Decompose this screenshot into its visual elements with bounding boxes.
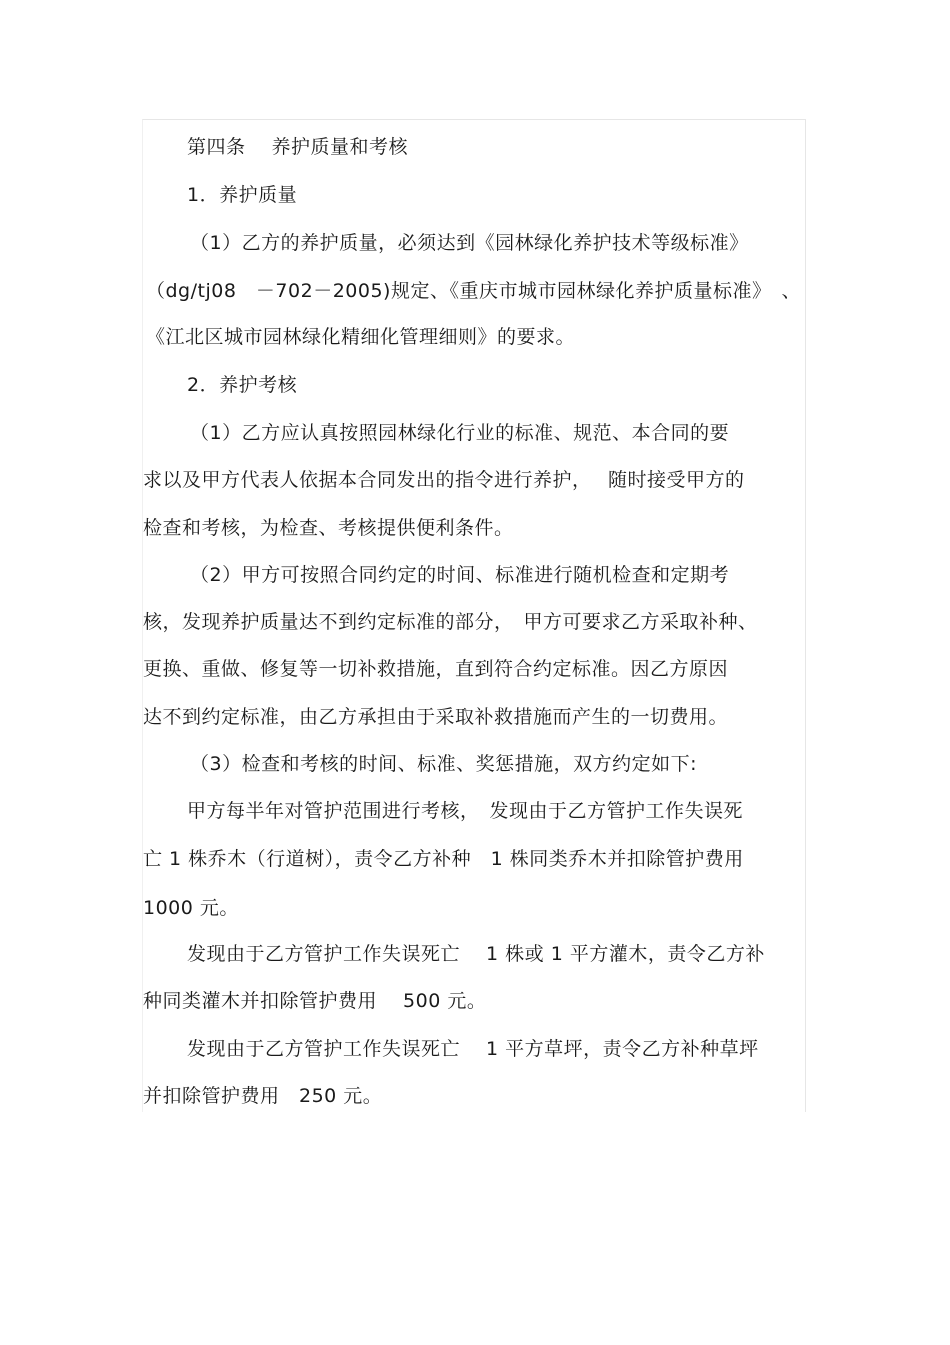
paragraph-line: （2）甲方可按照合同约定的时间、标准进行随机检查和定期考	[190, 564, 730, 586]
section-title-assessment: 2．养护考核	[187, 374, 298, 396]
article-heading: 第四条 养护质量和考核	[187, 136, 409, 158]
paragraph-line: 《江北区城市园林绿化精细化管理细则》的要求。	[146, 326, 576, 348]
paragraph-line: 达不到约定标准，由乙方承担由于采取补救措施而产生的一切费用。	[143, 706, 729, 728]
paragraph-line: 更换、重做、修复等一切补救措施，直到符合约定标准。因乙方原因	[143, 658, 729, 680]
paragraph-line: 种同类灌木并扣除管护费用 500 元。	[143, 990, 487, 1012]
paragraph-line: 发现由于乙方管护工作失误死亡 1 株或 1 平方灌木，责令乙方补	[187, 943, 765, 965]
paragraph-line: 亡 1 株乔木（行道树），责令乙方补种 1 株同类乔木并扣除管护费用	[143, 848, 744, 870]
paragraph-line: 并扣除管护费用 250 元。	[143, 1085, 383, 1107]
section-title-quality: 1．养护质量	[187, 184, 298, 206]
paragraph-line: 检查和考核，为检查、考核提供便利条件。	[143, 517, 514, 539]
paragraph-line: 求以及甲方代表人依据本合同发出的指令进行养护， 随时接受甲方的	[143, 469, 745, 491]
paragraph-line: （dg/tj08 －702－2005)规定、《重庆市城市园林绿化养护质量标准》 、	[146, 280, 801, 302]
paragraph-line: 发现由于乙方管护工作失误死亡 1 平方草坪，责令乙方补种草坪	[187, 1038, 759, 1060]
paragraph-line: （3）检查和考核的时间、标准、奖惩措施，双方约定如下:	[190, 753, 697, 775]
paragraph-line: （1）乙方应认真按照园林绿化行业的标准、规范、本合同的要	[190, 422, 730, 444]
paragraph-line: 甲方每半年对管护范围进行考核， 发现由于乙方管护工作失误死	[187, 800, 744, 822]
paragraph-line: 1000 元。	[143, 897, 239, 919]
paragraph-line: （1）乙方的养护质量，必须达到《园林绿化养护技术等级标准》	[190, 232, 749, 254]
paragraph-line: 核，发现养护质量达不到约定标准的部分， 甲方可要求乙方采取补种、	[143, 611, 758, 633]
